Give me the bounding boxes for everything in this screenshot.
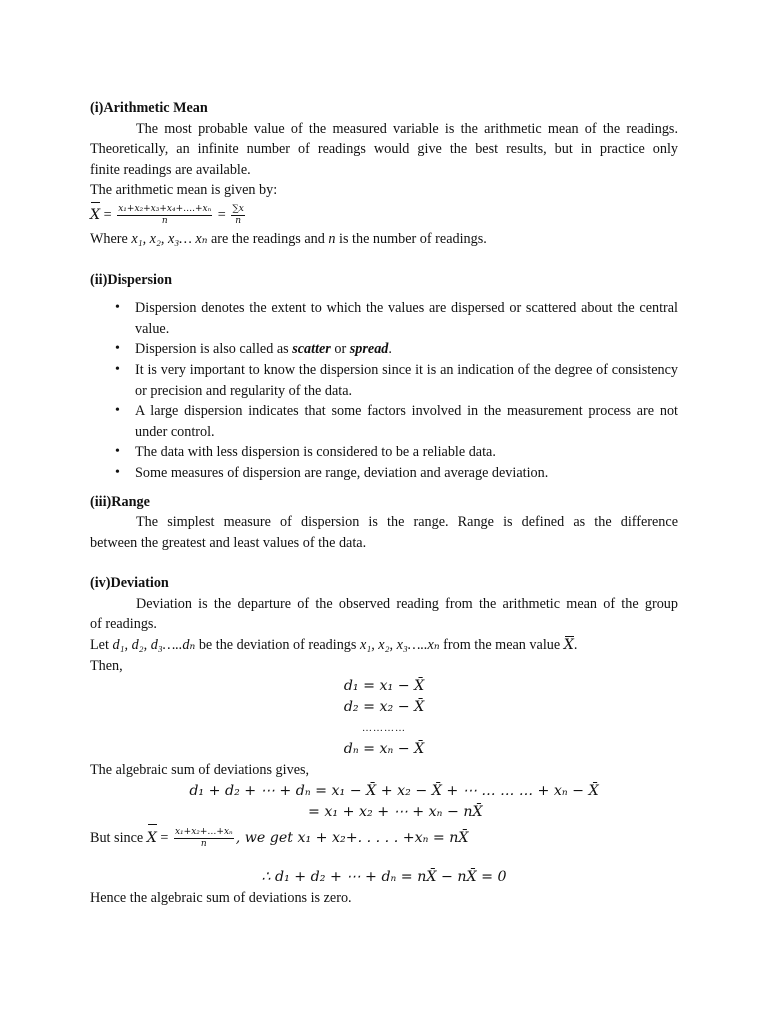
mean-denominator: n xyxy=(161,216,168,227)
section-heading-arithmetic-mean: (i)Arithmetic Mean xyxy=(90,100,208,116)
let-line: Let d₁, d₂, d₃…..dₙ be the deviation of readings x₁, x₂, x₃…..xₙ from the mean value X. xyxy=(90,635,678,656)
but-rest: , we get x₁ + x₂+. . . . . +xₙ = nX̄ xyxy=(235,829,469,846)
equation-ellipsis: ………… xyxy=(362,723,406,735)
sum-numerator: ∑x xyxy=(232,204,244,215)
paragraph-line: between the greatest and least values of the data. xyxy=(90,534,367,551)
bullet-text: • Dispersion denotes the extent to which the values are dispersed or scattered about the central value. xyxy=(135,300,678,337)
conclusion: Hence the algebraic sum of deviations is zero. xyxy=(90,889,352,906)
bullet-text: The data with less dispersion is considered to be a reliable data. xyxy=(135,444,496,461)
then-line: Then, xyxy=(90,657,123,674)
paragraph-line: finite readings are available. xyxy=(90,161,251,178)
section-heading-dispersion: (ii)Dispersion xyxy=(90,271,172,288)
list-item xyxy=(90,360,678,401)
dispersion-bullet-list xyxy=(90,298,678,483)
sum-denominator: n xyxy=(235,216,242,227)
mean-fraction xyxy=(117,204,212,227)
bullet-text: Some measures of dispersion are range, deviation and average deviation. xyxy=(135,464,549,481)
but-prefix: But since xyxy=(90,829,147,846)
bullet-text: Dispersion is also called as xyxy=(135,341,293,358)
mean-numerator: x₁+x₂+x₃+x₄+….+xₙ xyxy=(118,204,212,215)
term-spread: spread xyxy=(349,341,389,358)
but-denominator: n xyxy=(200,839,207,850)
where-prefix: Where xyxy=(90,230,132,247)
paragraph-line: The simplest measure of dispersion is the range. Range is defined as the difference xyxy=(136,514,678,531)
bullet-text: or xyxy=(330,341,350,358)
list-item xyxy=(90,298,678,339)
equation-d2: d₂ = x₂ − X̄ xyxy=(343,699,425,716)
bullet-text: • A large dispersion indicates that some factors involved in the measurement process are not under control. xyxy=(135,403,678,440)
let-end: . xyxy=(573,637,578,654)
where-line xyxy=(90,229,678,250)
term-scatter: scatter xyxy=(292,341,331,358)
let-suffix: from the mean value xyxy=(439,637,564,654)
bullet-text: • It is very important to know the dispersion since it is an indication of the degree of consistency or precision and regularity of the data. xyxy=(135,361,678,399)
let-deviations: d₁, d₂, d₃…..dₙ xyxy=(112,637,196,654)
section-heading-range: (iii)Range xyxy=(90,493,150,510)
paragraph-line: The most probable value of the measured variable is the arithmetic mean of the readings. xyxy=(136,120,678,137)
paragraph-line: Theoretically, an infinite number of readings would give the best results, but in practice only xyxy=(90,141,678,158)
document-page xyxy=(90,98,678,908)
paragraph-line: of readings. xyxy=(90,616,157,633)
list-item xyxy=(90,442,678,463)
list-item xyxy=(90,339,678,360)
mean-formula: X = $\frac{\text{x₁+x₂+x₃+x₄+….+xₙ}}{n}$ = $\frac{\sum x}{n}$ xyxy=(90,201,678,229)
section-heading-deviation: (iv)Deviation xyxy=(90,575,169,592)
let-readings: x₁, x₂, x₃…..xₙ xyxy=(359,637,440,654)
where-suffix: is the number of readings. xyxy=(335,230,487,247)
where-middle: are the readings and xyxy=(207,230,329,247)
let-middle: be the deviation of readings xyxy=(195,637,360,654)
sum-equation-2: = x₁ + x₂ + ⋯ + xₙ − nX̄ xyxy=(308,803,483,820)
where-variables: x₁, x₂, x₃… xₙ xyxy=(131,230,208,247)
but-numerator: x₁+x₂+…+xₙ xyxy=(174,827,233,838)
let-prefix: Let xyxy=(90,637,113,654)
but-fraction xyxy=(174,827,234,850)
bullet-text: . xyxy=(388,341,392,358)
where-n: n xyxy=(328,230,336,247)
sum-equation-1: d₁ + d₂ + ⋯ + dₙ = x₁ − X̄ + x₂ − X̄ + ⋯ … … … + xₙ − X̄ xyxy=(189,782,599,799)
equation-d1: d₁ = x₁ − X̄ xyxy=(343,678,425,695)
list-item xyxy=(90,463,678,484)
paragraph-line: Deviation is the departure of the observed reading from the arithmetic mean of the group xyxy=(136,595,678,612)
equation-dn: dₙ = xₙ − X̄ xyxy=(343,741,425,758)
paragraph-line: The arithmetic mean is given by: xyxy=(90,182,278,199)
therefore-equation: ∴ d₁ + d₂ + ⋯ + dₙ = nX̄ − nX̄ = 0 xyxy=(261,868,507,885)
list-item xyxy=(90,401,678,442)
sum-fraction xyxy=(231,204,245,227)
sum-intro: The algebraic sum of deviations gives, xyxy=(90,762,310,779)
but-since-line: But since X = $\frac{\text{x₁+x₂+…+xₙ}}{n}$ , we get x₁ + x₂+. . . . . +xₙ = nX̄ xyxy=(90,823,678,853)
